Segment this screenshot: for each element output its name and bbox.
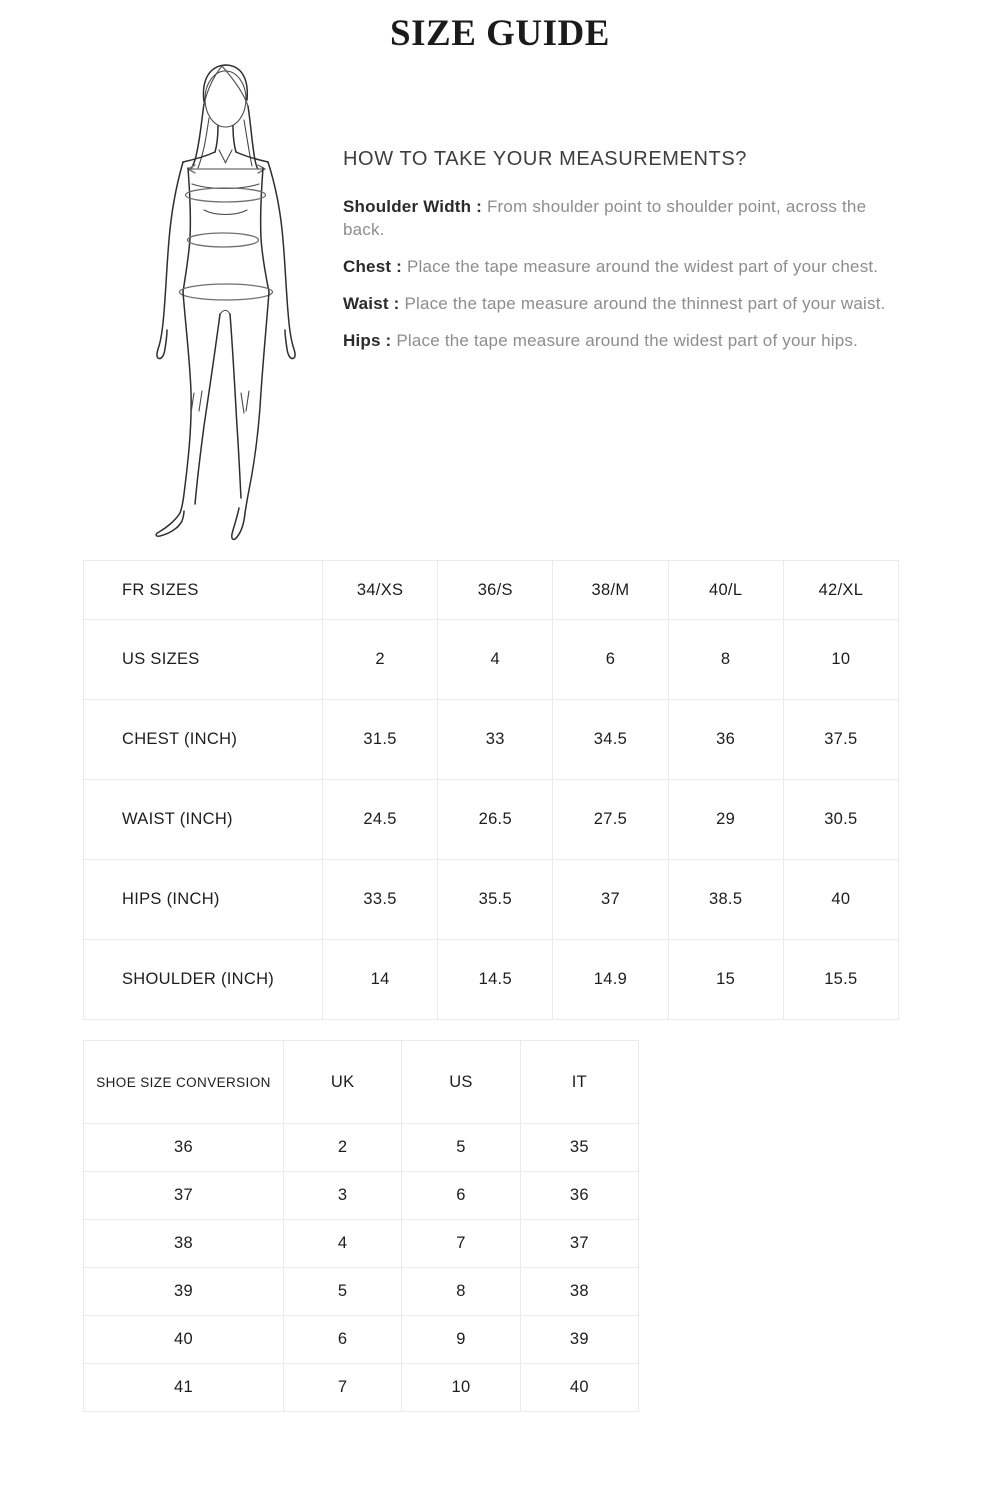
size-value-cell: 33: [438, 700, 553, 780]
size-value-cell: 14.5: [438, 940, 553, 1020]
size-value-cell: 29: [668, 780, 783, 860]
shoe-table-row: [84, 1124, 639, 1172]
shoe-size-value-cell: 36: [520, 1172, 638, 1220]
shoe-size-conversion-table: [83, 1040, 639, 1412]
shoe-size-value-cell: 9: [402, 1316, 520, 1364]
size-table-row: [84, 940, 899, 1020]
shoe-size-value-cell: 5: [402, 1124, 520, 1172]
size-value-cell: 10: [783, 620, 898, 700]
shoe-size-value-cell: 10: [402, 1364, 520, 1412]
measurement-description: Place the tape measure around the widest part of your hips.: [396, 331, 858, 350]
shoe-size-value-cell: 3: [284, 1172, 402, 1220]
figure-torso: [183, 168, 269, 292]
size-table-row: [84, 860, 899, 940]
shoe-size-value-cell: 37: [520, 1220, 638, 1268]
measurement-label: Waist :: [343, 294, 400, 313]
shoe-size-value-cell: 39: [520, 1316, 638, 1364]
size-value-cell: 34.5: [553, 700, 668, 780]
shoe-eu-size-cell: 39: [84, 1268, 284, 1316]
size-value-cell: 4: [438, 620, 553, 700]
measurement-item-chest: [343, 255, 903, 278]
size-value-cell: 27.5: [553, 780, 668, 860]
size-value-cell: 8: [668, 620, 783, 700]
hips-measure-ellipse: [180, 284, 273, 300]
shoe-table-title: SHOE SIZE CONVERSION: [84, 1041, 284, 1124]
size-value-cell: 40: [783, 860, 898, 940]
waist-measure-ellipse: [188, 233, 259, 247]
shoe-eu-size-cell: 37: [84, 1172, 284, 1220]
size-value-cell: 26.5: [438, 780, 553, 860]
size-figure-illustration: [138, 60, 350, 555]
size-value-cell: 15: [668, 940, 783, 1020]
measurement-label: Shoulder Width :: [343, 197, 483, 216]
measurement-item-shoulder: [343, 195, 903, 241]
size-value-cell: 37.5: [783, 700, 898, 780]
size-table-row: [84, 700, 899, 780]
size-value-cell: 14.9: [553, 940, 668, 1020]
shoe-column-header: US: [402, 1041, 520, 1124]
size-value-cell: 24.5: [323, 780, 438, 860]
size-value-cell: 37: [553, 860, 668, 940]
shoe-size-value-cell: 6: [402, 1172, 520, 1220]
measurement-description: From shoulder point to shoulder point, across the back.: [343, 197, 867, 239]
shoe-column-header: IT: [520, 1041, 638, 1124]
shoe-size-value-cell: 5: [284, 1268, 402, 1316]
garment-size-table: [83, 560, 899, 1020]
shoe-size-value-cell: 4: [284, 1220, 402, 1268]
size-value-cell: 42/XL: [783, 561, 898, 620]
shoe-eu-size-cell: 40: [84, 1316, 284, 1364]
figure-legs-feet: [156, 292, 269, 539]
size-value-cell: 15.5: [783, 940, 898, 1020]
size-value-cell: 30.5: [783, 780, 898, 860]
size-table-row: [84, 780, 899, 860]
figure-head-hair: [190, 65, 258, 170]
shoe-table-row: [84, 1220, 639, 1268]
measurement-item-waist: [343, 292, 903, 315]
size-value-cell: 2: [323, 620, 438, 700]
size-row-label: CHEST (INCH): [84, 700, 323, 780]
size-row-label: SHOULDER (INCH): [84, 940, 323, 1020]
size-table-row: [84, 561, 899, 620]
size-table-row: [84, 620, 899, 700]
shoe-eu-size-cell: 38: [84, 1220, 284, 1268]
size-row-label: WAIST (INCH): [84, 780, 323, 860]
figure-arms: [157, 162, 295, 359]
size-value-cell: 36/S: [438, 561, 553, 620]
measurements-heading: HOW TO TAKE YOUR MEASUREMENTS?: [343, 148, 747, 170]
shoe-size-value-cell: 8: [402, 1268, 520, 1316]
shoe-table-row: [84, 1316, 639, 1364]
shoe-size-value-cell: 38: [520, 1268, 638, 1316]
size-value-cell: 34/XS: [323, 561, 438, 620]
shoe-size-value-cell: 7: [402, 1220, 520, 1268]
size-value-cell: 33.5: [323, 860, 438, 940]
shoe-size-value-cell: 35: [520, 1124, 638, 1172]
shoulder-width-arrow: [188, 165, 265, 173]
measurement-description: Place the tape measure around the widest part of your chest.: [406, 257, 879, 276]
measurement-instructions: [343, 148, 911, 366]
size-row-label: US SIZES: [84, 620, 323, 700]
size-value-cell: 6: [553, 620, 668, 700]
shoe-table-header-row: [84, 1041, 639, 1124]
chest-measure-ellipse: [186, 188, 266, 202]
size-value-cell: 38.5: [668, 860, 783, 940]
size-row-label: FR SIZES: [84, 561, 323, 620]
measurement-ellipses: [180, 188, 273, 300]
size-value-cell: 14: [323, 940, 438, 1020]
measurement-label: Hips :: [343, 331, 392, 350]
size-value-cell: 36: [668, 700, 783, 780]
shoe-table-row: [84, 1172, 639, 1220]
female-figure-sketch-icon: [138, 60, 350, 555]
size-value-cell: 40/L: [668, 561, 783, 620]
shoe-size-value-cell: 7: [284, 1364, 402, 1412]
measurement-item-hips: [343, 329, 903, 352]
shoe-column-header: UK: [284, 1041, 402, 1124]
measurement-label: Chest :: [343, 257, 403, 276]
shoe-eu-size-cell: 36: [84, 1124, 284, 1172]
size-value-cell: 31.5: [323, 700, 438, 780]
size-value-cell: 38/M: [553, 561, 668, 620]
shoe-size-value-cell: 2: [284, 1124, 402, 1172]
size-value-cell: 35.5: [438, 860, 553, 940]
shoe-table-row: [84, 1268, 639, 1316]
page-title: SIZE GUIDE: [390, 13, 610, 54]
shoe-eu-size-cell: 41: [84, 1364, 284, 1412]
shoe-size-value-cell: 6: [284, 1316, 402, 1364]
measurement-description: Place the tape measure around the thinnest part of your waist.: [404, 294, 886, 313]
shoe-size-value-cell: 40: [520, 1364, 638, 1412]
size-row-label: HIPS (INCH): [84, 860, 323, 940]
shoe-table-row: [84, 1364, 639, 1412]
